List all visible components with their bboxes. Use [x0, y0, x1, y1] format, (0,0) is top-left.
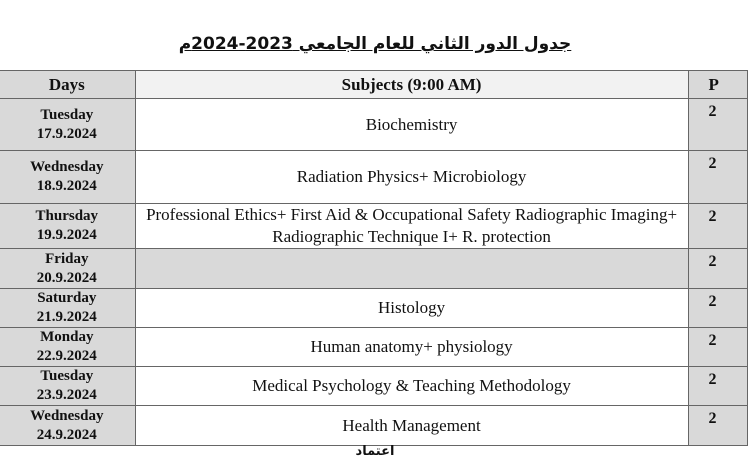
subject-cell: Histology: [135, 289, 688, 328]
subject-cell: Human anatomy+ physiology: [135, 328, 688, 367]
day-cell: [0, 289, 135, 328]
day-cell: [0, 328, 135, 367]
p-cell: 2: [688, 99, 747, 151]
subject-cell: Biochemistry: [135, 99, 688, 151]
subject-cell: Health Management: [135, 406, 688, 446]
p-cell: 2: [688, 328, 747, 367]
p-cell: 2: [688, 406, 747, 446]
subject-cell: [135, 249, 688, 289]
approval-label: اعتماد: [355, 444, 395, 459]
day-cell: [0, 151, 135, 204]
day-date: 17.9.2024: [36, 125, 97, 142]
day-date: 22.9.2024: [36, 348, 97, 364]
day-date: 21.9.2024: [36, 309, 97, 325]
header-subjects: Subjects (9:00 AM): [135, 71, 688, 99]
subject-cell: Medical Psychology & Teaching Methodology: [135, 367, 688, 406]
subject-cell: Radiation Physics+ Microbiology: [135, 151, 688, 204]
day-name: Tuesday: [40, 106, 94, 123]
p-cell: 2: [688, 367, 747, 406]
day-name: Friday: [45, 250, 89, 267]
document-title: جدول الدور الثاني للعام الجامعي 2023-2024م: [178, 34, 572, 54]
day-date: 23.9.2024: [36, 387, 97, 403]
day-name: Thursday: [35, 208, 99, 224]
header-p: P: [688, 71, 747, 99]
day-date: 18.9.2024: [36, 178, 97, 194]
table-row: [0, 406, 748, 446]
p-cell: 2: [688, 289, 747, 328]
subject-cell: Professional Ethics+ First Aid & Occupational Safety Radiographic Imaging+ Radiographic Technique I+ R. protection: [135, 204, 688, 249]
p-cell: 2: [688, 204, 747, 249]
table-row: [0, 328, 748, 367]
day-date: 20.9.2024: [36, 269, 97, 286]
p-cell: 2: [688, 151, 747, 204]
day-cell: [0, 406, 135, 446]
day-cell: [0, 204, 135, 249]
table-row: [0, 367, 748, 406]
day-name: Saturday: [37, 290, 97, 306]
table-header-row: [0, 71, 748, 99]
day-cell: [0, 367, 135, 406]
header-days: Days: [0, 71, 135, 99]
day-name: Monday: [40, 329, 94, 345]
day-name: Wednesday: [30, 159, 104, 175]
table-row: [0, 249, 748, 289]
table-row: [0, 99, 748, 151]
table-row: [0, 204, 748, 249]
day-cell: [0, 99, 135, 151]
day-date: 24.9.2024: [36, 426, 97, 443]
day-name: Tuesday: [40, 368, 94, 384]
p-cell: 2: [688, 249, 747, 289]
day-name: Wednesday: [30, 407, 104, 424]
table-row: [0, 289, 748, 328]
exam-schedule-table: [0, 70, 748, 446]
day-cell: [0, 249, 135, 289]
table-row: [0, 151, 748, 204]
day-date: 19.9.2024: [36, 227, 97, 243]
